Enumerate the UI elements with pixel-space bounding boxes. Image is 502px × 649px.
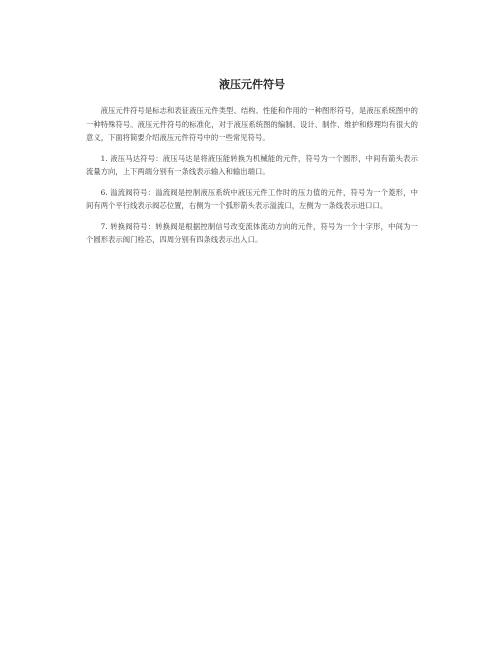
paragraph-hydraulic-motor: 1. 液压马达符号：液压马达是将液压能转换为机械能的元件，符号为一个圆形，中间有箭头表示流量方向，上下两端分别有一条线表示输入和输出端口。 — [86, 153, 418, 176]
document-body — [86, 104, 418, 254]
paragraph-intro: 液压元件符号是标志和表征液压元件类型、结构、性能和作用的一种图形符号，是液压系统图中的一种特殊符号。液压元件符号的标准化，对于液压系统图的编制、设计、制作、维护和修理均有很大的意义，下面将简要介绍液压元件符号中的一些常见符号。 — [86, 106, 418, 142]
paragraph-directional-valve: 7. 转换阀符号：转换阀是根据控制信号改变流体流动方向的元件，符号为一个十字形，中间为一个圆形表示阀门栓芯，四周分别有四条线表示出入口。 — [86, 221, 418, 244]
document-title: 液压元件符号 — [219, 78, 285, 91]
paragraph-relief-valve: 6. 溢流阀符号：溢流阀是控制液压系统中液压元件工作时的压力值的元件，符号为一个菱形，中间有两个平行线表示阀芯位置，右侧为一个弧形箭头表示溢流口，左侧为一条线表示进口口。 — [86, 187, 418, 210]
